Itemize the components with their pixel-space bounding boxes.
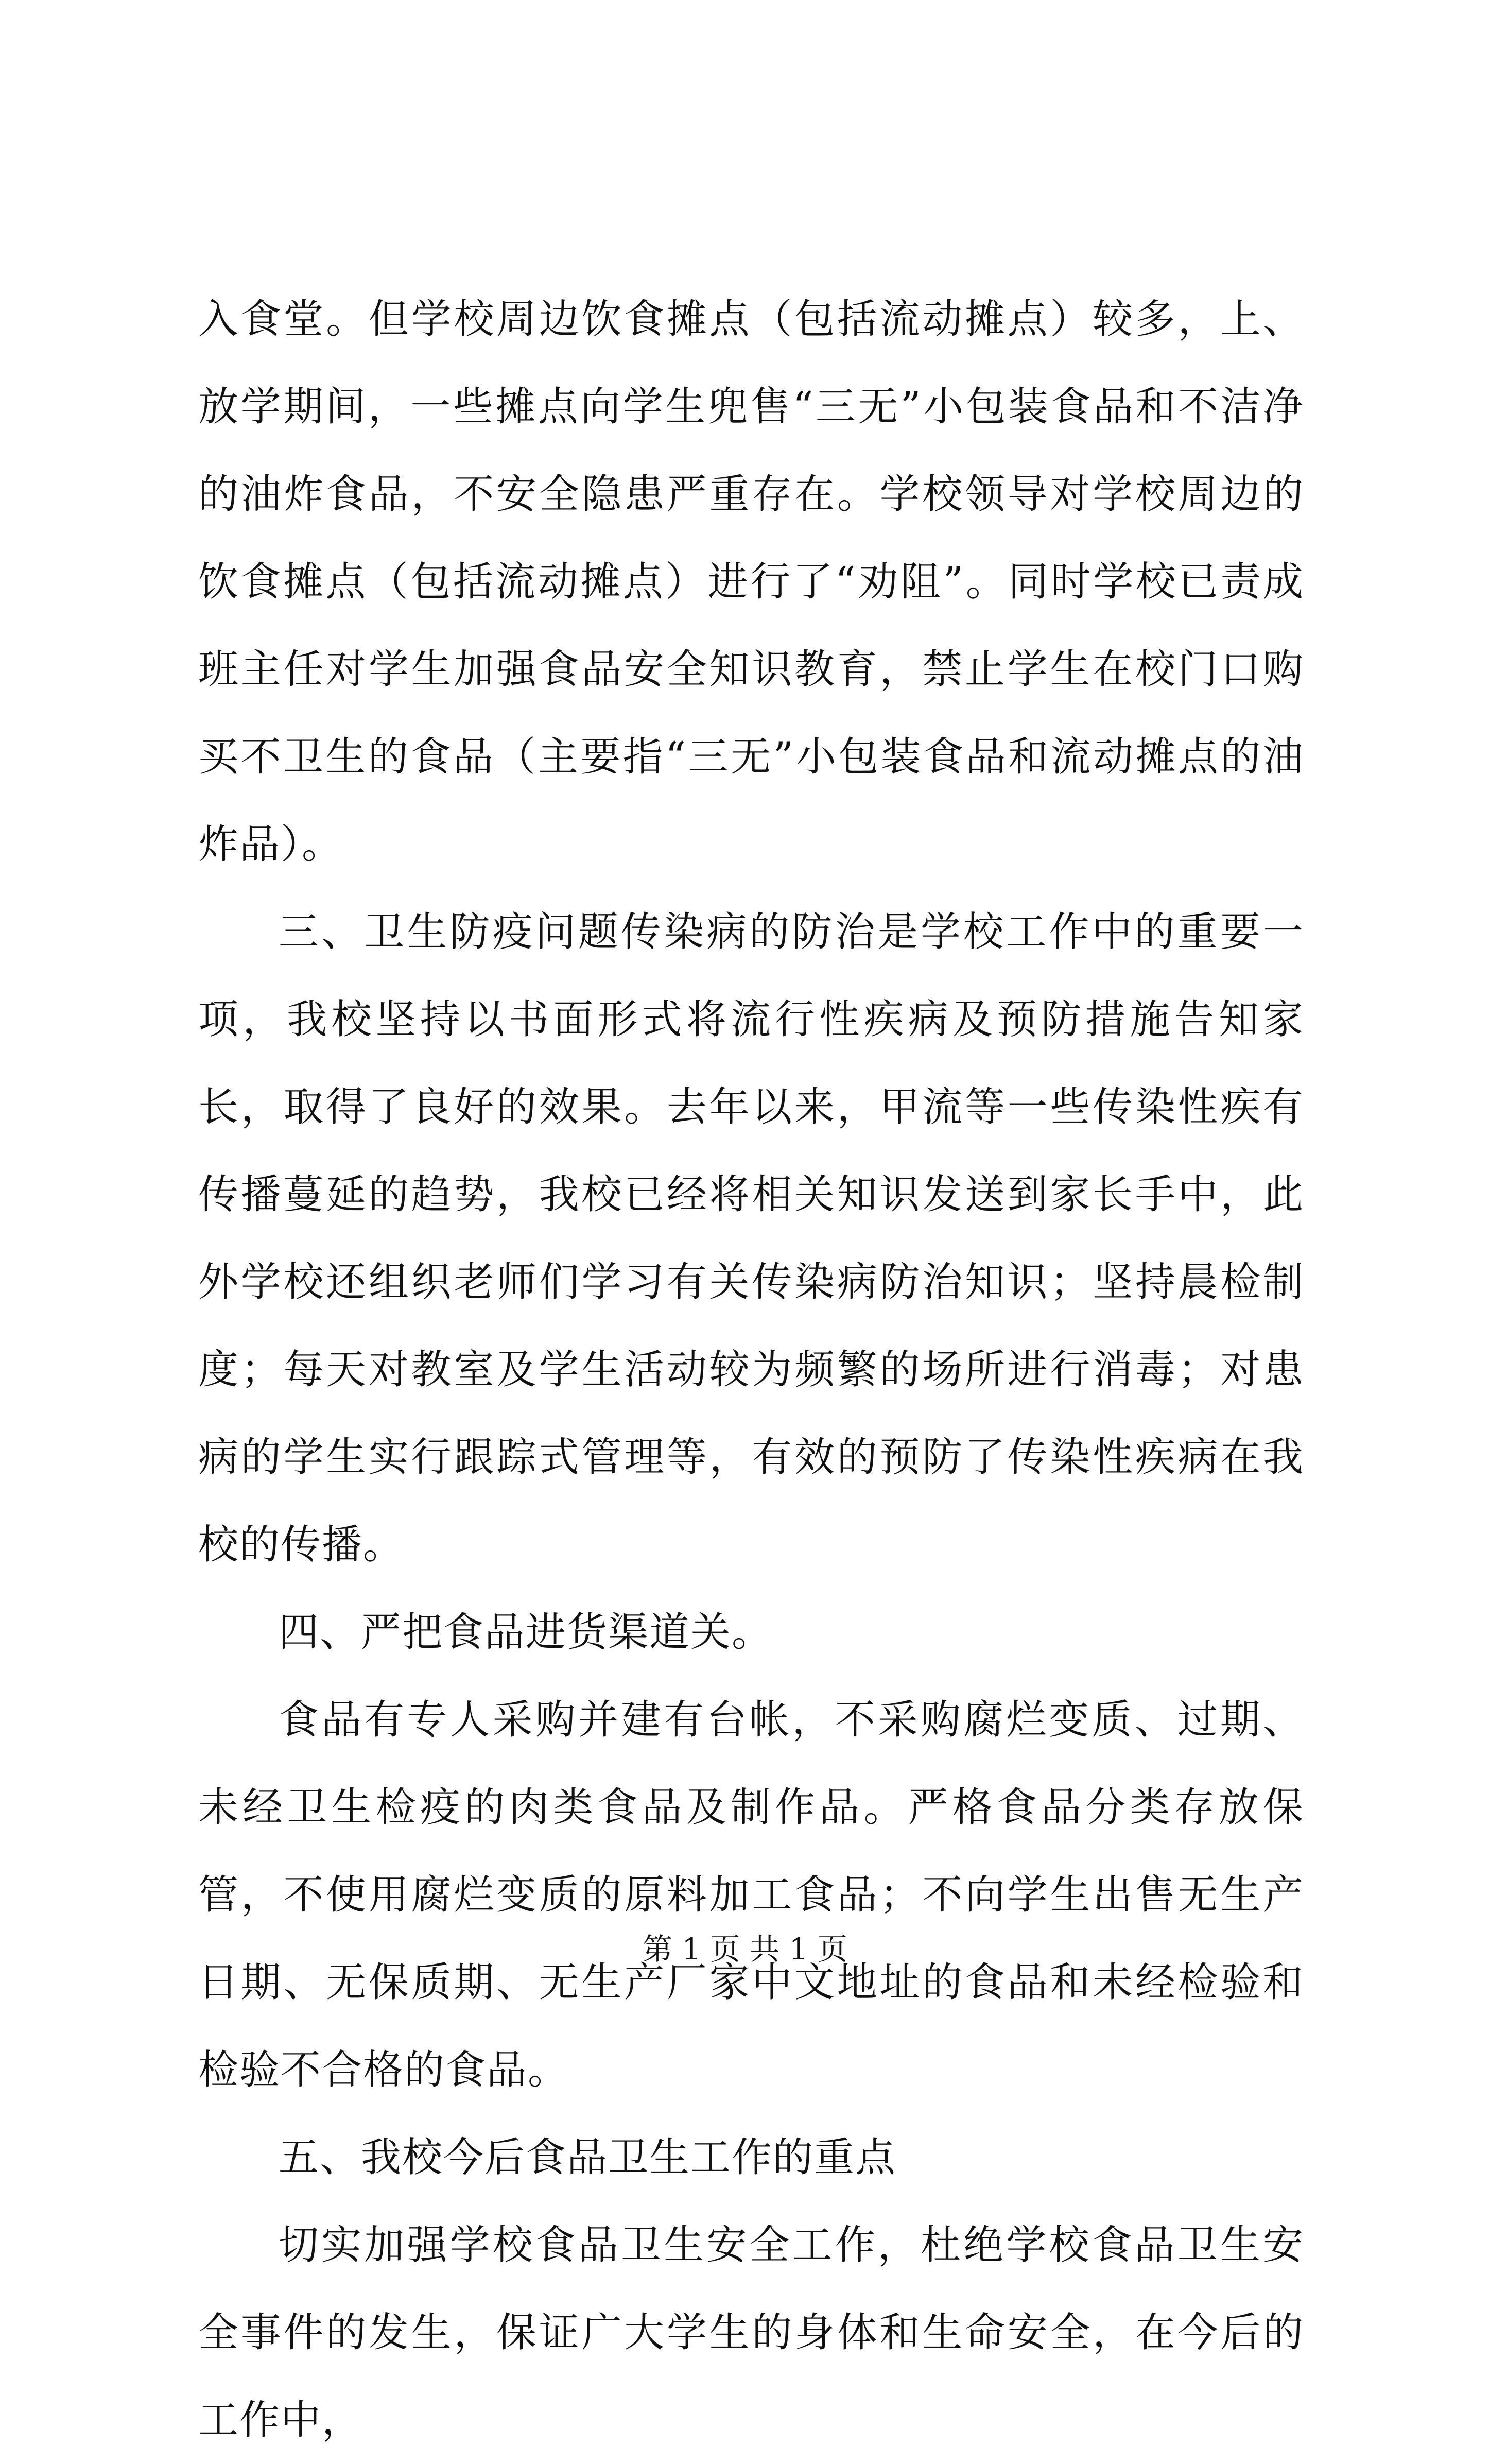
paragraph-section-4: 食品有专人采购并建有台帐，不采购腐烂变质、过期、未经卫生检疫的肉类食品及制作品。严格食品分类存放保管，不使用腐烂变质的原料加工食品；不向学生出售无生产日期、无保质期、无生产厂家中文地址的食品和未经检验和检验不合格的食品。 bbox=[198, 1697, 1304, 2093]
paragraph-intro: 入食堂。但学校周边饮食摊点（包括流动摊点）较多，上、放学期间，一些摊点向学生兜售“三无”小包装食品和不洁净的油炸食品，不安全隐患严重存在。学校领导对学校周边的饮食摊点（包括流动摊点）进行了“劝阻”。同时学校已责成班主任对学生加强食品安全知识教育，禁止学生在校门口购买不卫生的食品（主要指“三无”小包装食品和流动摊点的油炸品）。 bbox=[198, 296, 1304, 868]
page-footer: 第 1 页 共 1 页 bbox=[643, 1932, 847, 1967]
heading-section-4: 四、严把食品进货渠道关。 bbox=[279, 1609, 773, 1656]
document-body bbox=[198, 275, 1304, 2464]
heading-section-5: 五、我校今后食品卫生工作的重点 bbox=[279, 2134, 897, 2181]
paragraph-section-3: 三、卫生防疫问题传染病的防治是学校工作中的重要一项，我校坚持以书面形式将流行性疾病及预防措施告知家长，取得了良好的效果。去年以来，甲流等一些传染性疾有传播蔓延的趋势，我校已经将相关知识发送到家长手中，此外学校还组织老师们学习有关传染病防治知识；坚持晨检制度；每天对教室及学生活动较为频繁的场所进行消毒；对患病的学生实行跟踪式管理等，有效的预防了传染性疾病在我校的传播。 bbox=[198, 909, 1304, 1568]
paragraph-section-5: 切实加强学校食品卫生安全工作，杜绝学校食品卫生安全事件的发生，保证广大学生的身体和生命安全，在今后的工作中， bbox=[198, 2222, 1304, 2443]
